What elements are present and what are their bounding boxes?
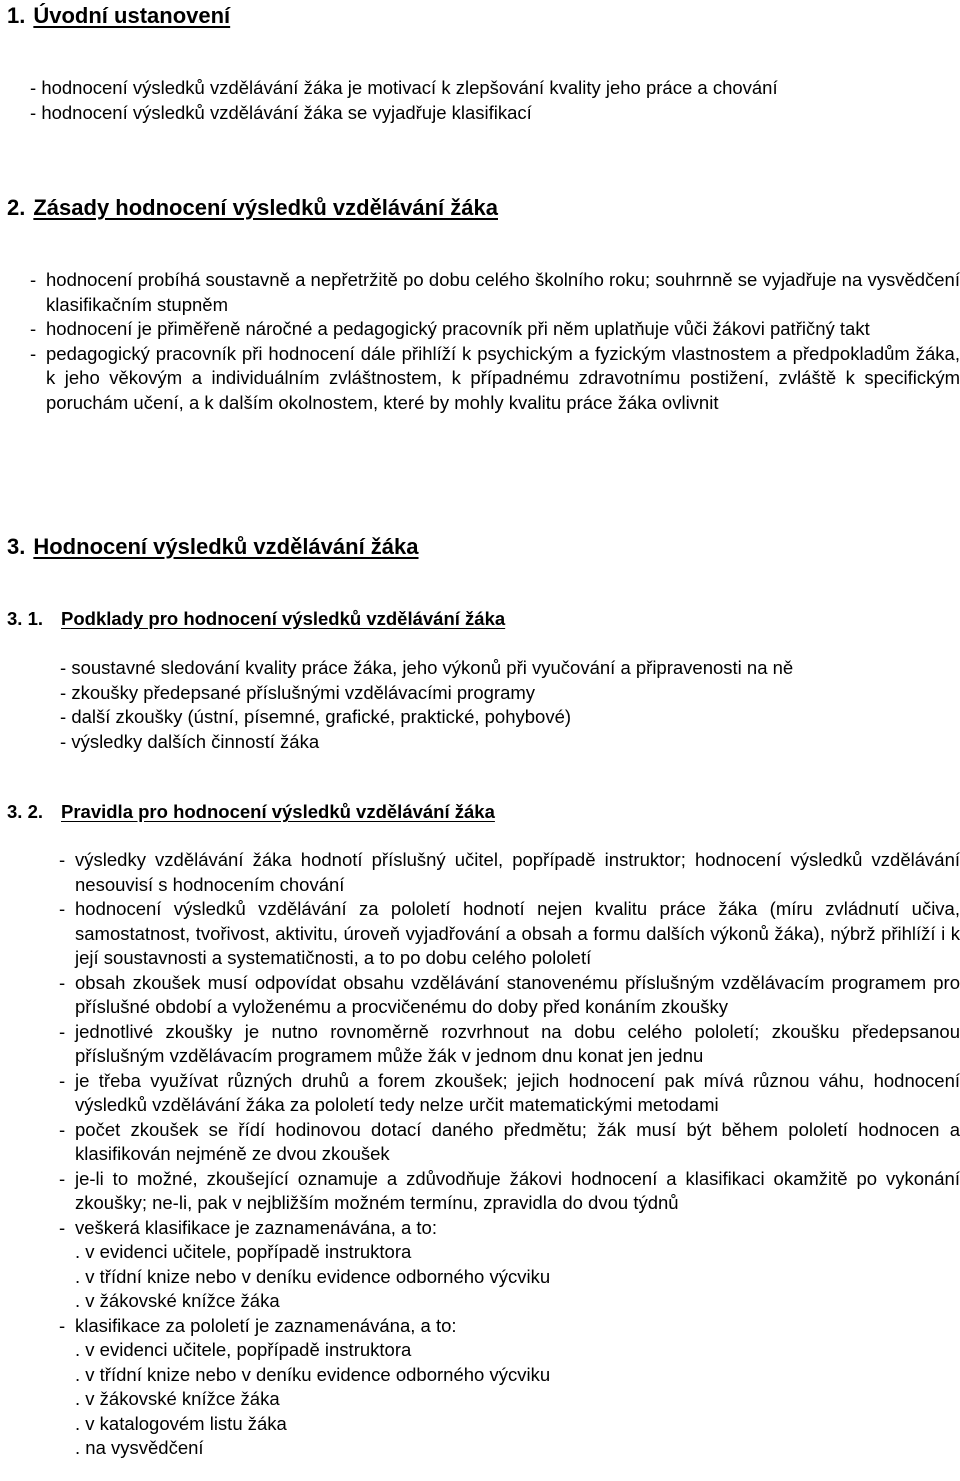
heading-title: Úvodní ustanovení — [33, 3, 231, 28]
list-item: - hodnocení je přiměřeně náročné a pedagogický pracovník při něm uplatňuje vůči žákovi patřičný takt — [30, 318, 870, 339]
heading-number: 2. — [7, 195, 26, 220]
list-item: - jednotlivé zkoušky je nutno rovnoměrně rozvrhnout na dobu celého pololetí; zkoušku předepsanou příslušným vzdělávacím programem může žák v jednom dnu konat jen jednu — [59, 1020, 960, 1066]
list-item: - soustavné sledování kvality práce žáka, jeho výkonů při vyučování a připravenosti na ně — [60, 657, 794, 678]
list-item: - hodnocení výsledků vzdělávání za pololetí hodnotí nejen kvalitu práce žáka (míru zvládnutí učiva, samostatnost, tvořivost, aktivitu, úroveň vyjadřování a obsah a formu dalších výkonů žáka), nýbrž přihlíží i k její soustavnosti a systematičnosti, a to po dobu celého pololetí — [59, 898, 960, 968]
subheading-title: Podklady pro hodnocení výsledků vzdělávání žáka — [61, 608, 506, 629]
subheading-number: 3. 1. — [7, 608, 43, 629]
heading-2 — [7, 194, 498, 222]
section-1-list — [30, 76, 930, 125]
sub-list-item: . v evidenci učitele, popřípadě instruktora — [75, 1241, 412, 1262]
list-item: - hodnocení probíhá soustavně a nepřetržitě po dobu celého školního roku; souhrnně se vyjadřuje na vysvědčení klasifikačním stupněm — [30, 269, 960, 315]
sub-list-item: . v žákovské knížce žáka — [75, 1290, 280, 1311]
list-item: - počet zkoušek se řídí hodinovou dotací daného předmětu; žák musí být během pololetí hodnocen a klasifikován nejméně ze dvou zkoušek — [59, 1118, 960, 1164]
list-item: - výsledky dalších činností žáka — [60, 730, 320, 752]
heading-title: Hodnocení výsledků vzdělávání žáka — [33, 534, 419, 559]
sub-list-item: . v třídní knize nebo v deníku evidence odborného výcviku — [75, 1363, 551, 1385]
list-item: - hodnocení výsledků vzdělávání žáka se vyjadřuje klasifikací — [30, 101, 532, 123]
heading-title: Zásady hodnocení výsledků vzdělávání žáka — [33, 195, 498, 220]
sub-list-item: . v katalogovém listu žáka — [75, 1412, 287, 1434]
list-item: - obsah zkoušek musí odpovídat obsahu vzdělávání stanovenému příslušným vzdělávacím programem pro příslušné období a vyloženému a procvičenému do doby před konáním zkoušky — [59, 971, 960, 1017]
section-3-2-list — [59, 848, 960, 1461]
heading-3 — [7, 533, 419, 561]
heading-number: 1. — [7, 3, 26, 28]
section-2-list — [30, 268, 960, 415]
list-item: - pedagogický pracovník při hodnocení dále přihlíží k psychickým a fyzickým vlastnostem a předpokladům žáka, k jeho věkovým a individuálním zvláštnostem, k případnému zdravotnímu postižení, zvláště k specifickým poruchám učení, a k dalším okolnostem, které by mohly kvalitu práce žáka ovlivnit — [30, 342, 960, 413]
list-item: - je-li to možné, zkoušející oznamuje a zdůvodňuje žákovi hodnocení a klasifikaci okamžitě po vykonání zkoušky; ne-li, pak v nejbližším možném termínu, zpravidla do dvou týdnů — [59, 1167, 960, 1213]
subheading-3-1 — [7, 607, 505, 631]
list-item: - další zkoušky (ústní, písemné, grafické, praktické, pohybové) — [60, 706, 572, 727]
section-3-1-list — [60, 656, 940, 754]
sub-list-item: . na vysvědčení — [75, 1437, 204, 1458]
list-item: - veškerá klasifikace je zaznamenávána, a to: — [59, 1216, 437, 1238]
list-item: - zkoušky předepsané příslušnými vzdělávacími programy — [60, 681, 536, 703]
list-item: - klasifikace za pololetí je zaznamenávána, a to: — [59, 1314, 457, 1336]
subheading-3-2 — [7, 800, 495, 824]
sub-list-item: . v žákovské knížce žáka — [75, 1388, 280, 1409]
list-item: - výsledky vzdělávání žáka hodnotí příslušný učitel, popřípadě instruktor; hodnocení výsledků vzdělávání nesouvisí s hodnocením chování — [59, 849, 960, 895]
list-item: - hodnocení výsledků vzdělávání žáka je motivací k zlepšování kvality jeho práce a chování — [30, 77, 778, 98]
list-item: - je třeba využívat různých druhů a forem zkoušek; jejich hodnocení pak mívá různou váhu, hodnocení výsledků vzdělávání žáka za pololetí tedy nelze určit matematickými metodami — [59, 1069, 960, 1115]
heading-number: 3. — [7, 534, 26, 559]
subheading-number: 3. 2. — [7, 801, 43, 822]
heading-1 — [7, 2, 230, 30]
sub-list-item: . v třídní knize nebo v deníku evidence odborného výcviku — [75, 1265, 551, 1287]
subheading-title: Pravidla pro hodnocení výsledků vzdělávání žáka — [61, 801, 495, 822]
sub-list-item: . v evidenci učitele, popřípadě instruktora — [75, 1339, 412, 1360]
